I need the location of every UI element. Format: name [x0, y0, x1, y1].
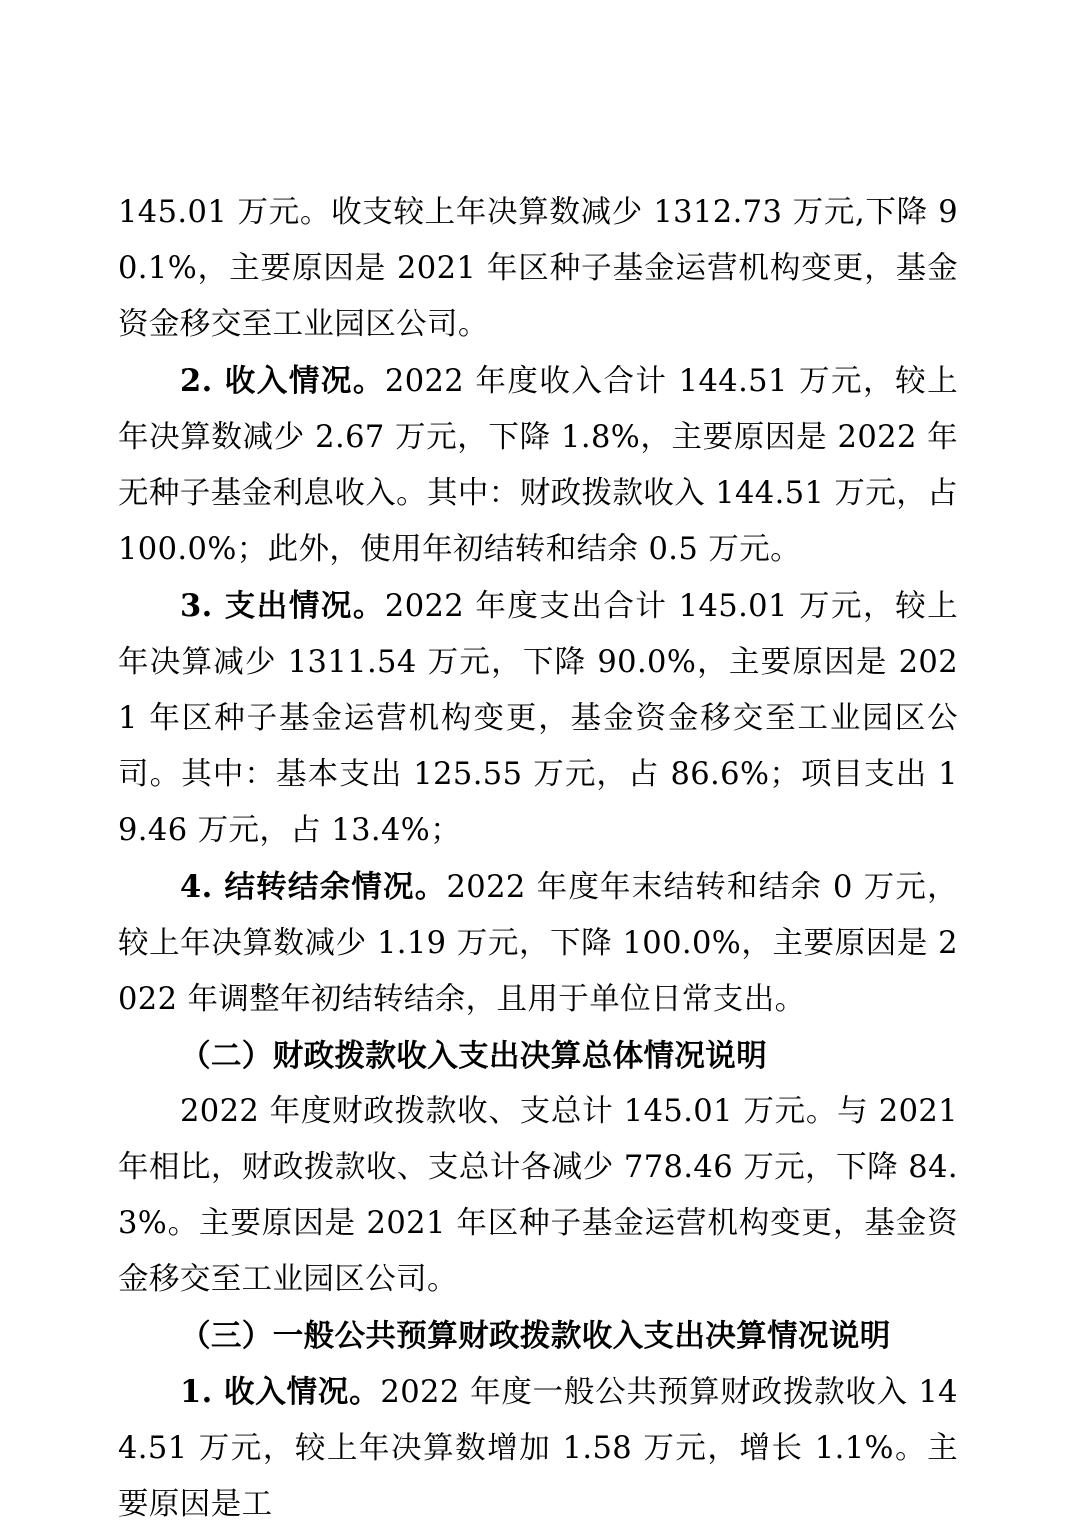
paragraph-section-three-income — [118, 1364, 958, 1533]
paragraph-expenditure — [118, 578, 958, 859]
paragraph-section-three-income-text: 2022 年度一般公共预算财政拨款收入 144.51 万元，较上年决算数增加 1.58 万元，增长 1.1%。主要原因是工 — [118, 1375, 958, 1522]
paragraph-section-two-body: 2022 年度财政拨款收、支总计 145.01 万元。与 2021 年相比，财政拨款收、支总计各减少 778.46 万元，下降 84.3%。主要原因是 2021 年区种子基金运营机构变更，基金资金移交至工业园区公司。 — [118, 1094, 958, 1297]
paragraph-income-lead: 2. 收入情况。 — [180, 363, 385, 399]
heading-section-two: （二）财政拨款收入支出决算总体情况说明 — [180, 1038, 768, 1074]
paragraph-continued-total: 145.01 万元。收支较上年决算数减少 1312.73 万元,下降 90.1%，主要原因是 2021 年区种子基金运营机构变更，基金资金移交至工业园区公司。 — [118, 195, 958, 342]
paragraph-expenditure-text: 2022 年度支出合计 145.01 万元，较上年决算减少 1311.54 万元，下降 90.0%，主要原因是 2021 年区种子基金运营机构变更，基金资金移交至工业园区公司。其中：基本支出 125.55 万元，占 86.6%；项目支出 19.46 万元，占 13.4%； — [118, 589, 958, 848]
paragraph-income — [118, 353, 958, 578]
paragraph-carryover-text: 2022 年度年末结转和结余 0 万元，较上年决算数减少 1.19 万元，下降 100.0%，主要原因是 2022 年调整年初结转结余，且用于单位日常支出。 — [118, 870, 958, 1017]
paragraph-income-text: 2022 年度收入合计 144.51 万元，较上年决算数减少 2.67 万元，下降 1.8%，主要原因是 2022 年无种子基金利息收入。其中：财政拨款收入 144.51 万元，占 100.0%；此外，使用年初结转和结余 0.5 万元。 — [118, 364, 959, 567]
paragraph-carryover — [118, 859, 958, 1028]
document-body — [118, 185, 958, 1533]
heading-section-three: （三）一般公共预算财政拨款收入支出决算情况说明 — [180, 1318, 891, 1354]
paragraph-carryover-lead: 4. 结转结余情况。 — [180, 869, 447, 905]
paragraph-expenditure-lead: 3. 支出情况。 — [180, 588, 385, 624]
paragraph-section-three-income-lead: 1. 收入情况。 — [180, 1374, 381, 1410]
